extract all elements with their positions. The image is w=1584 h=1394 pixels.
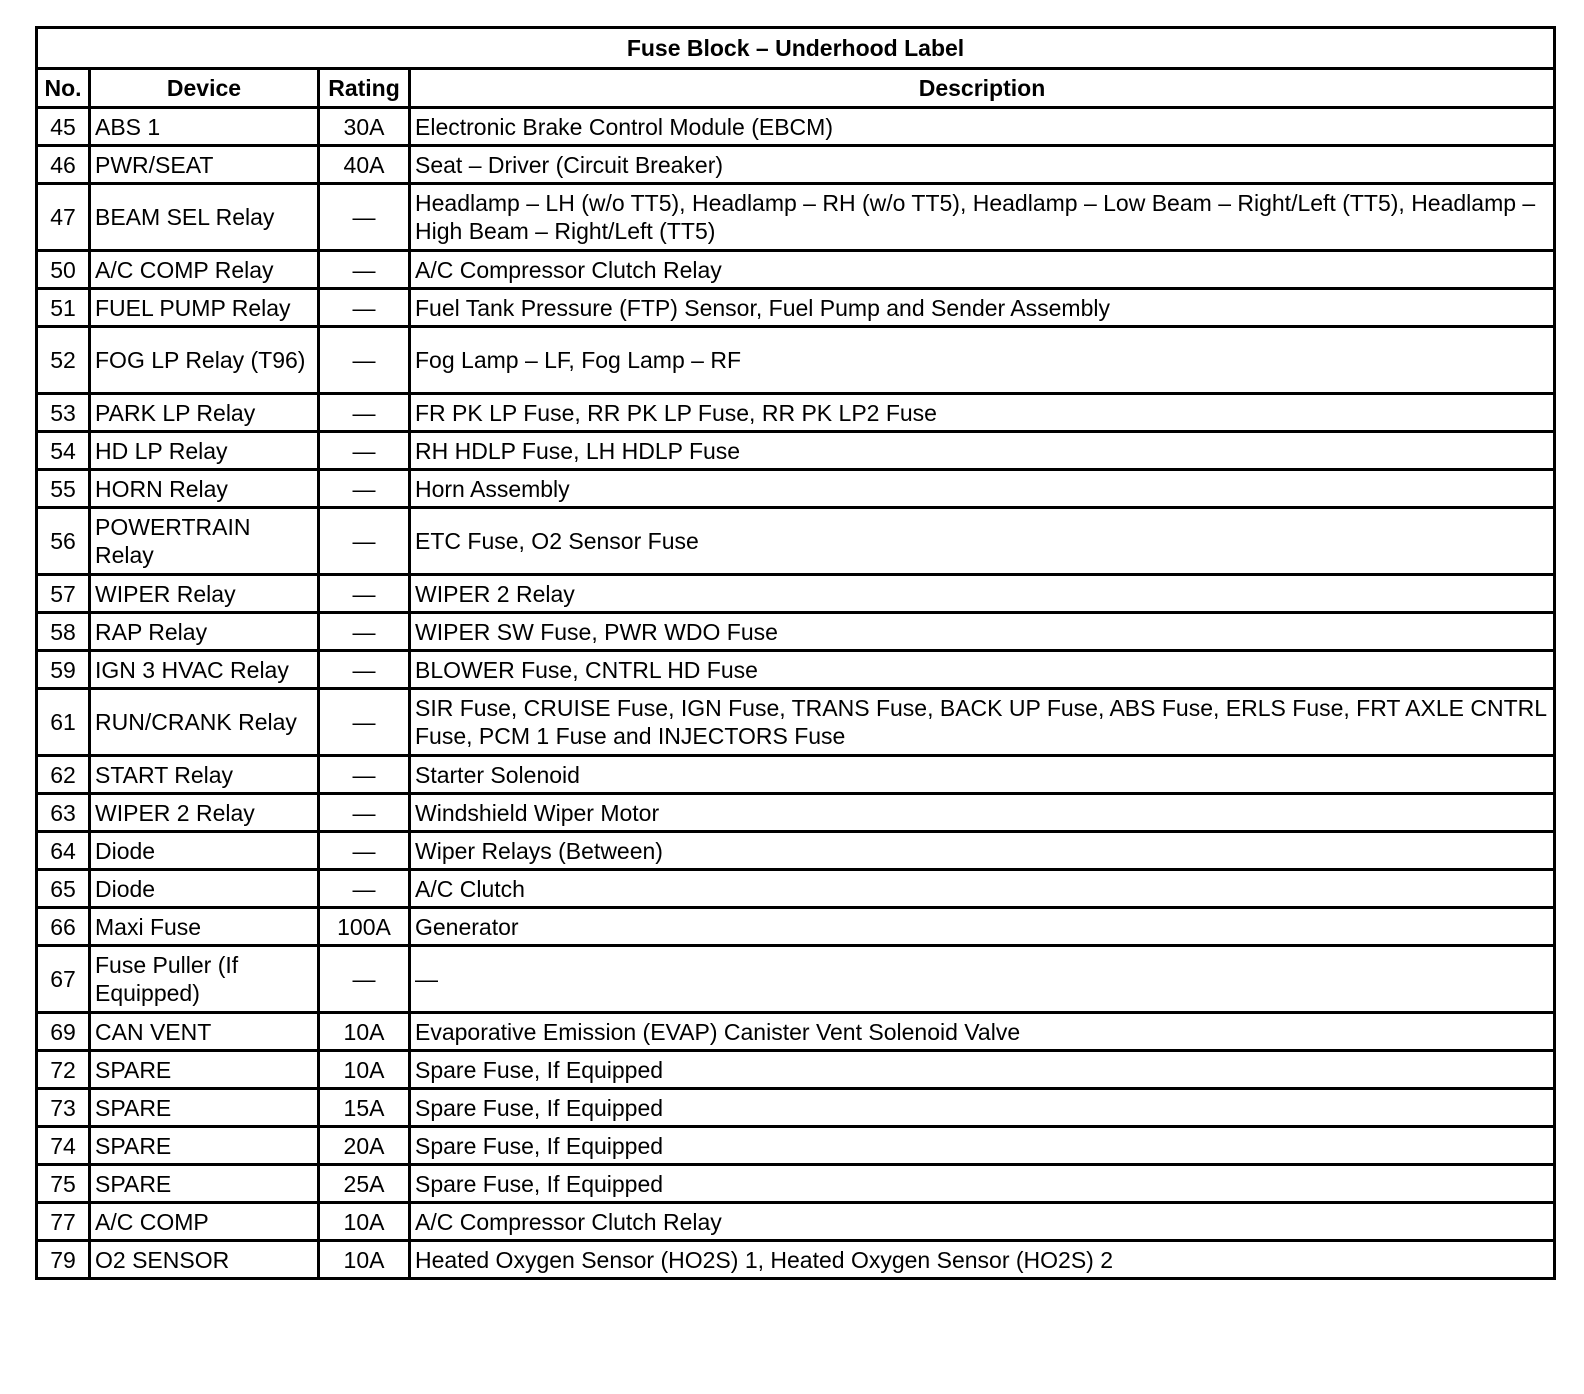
fuse-number-cell: 55	[37, 470, 90, 508]
rating-cell: 10A	[319, 1013, 410, 1051]
fuse-number-cell: 53	[37, 394, 90, 432]
fuse-number-cell: 72	[37, 1051, 90, 1089]
rating-cell: 10A	[319, 1241, 410, 1279]
fuse-number-cell: 52	[37, 327, 90, 394]
fuse-number-cell: 67	[37, 946, 90, 1013]
rating-cell: —	[319, 651, 410, 689]
description-cell: Spare Fuse, If Equipped	[410, 1127, 1555, 1165]
rating-cell: 100A	[319, 908, 410, 946]
fuse-number-cell: 47	[37, 184, 90, 251]
fuse-number-cell: 57	[37, 575, 90, 613]
table-row	[37, 1051, 1555, 1089]
table-row	[37, 470, 1555, 508]
fuse-number-cell: 63	[37, 794, 90, 832]
column-header-rating: Rating	[319, 69, 410, 108]
table-row	[37, 832, 1555, 870]
table-row	[37, 184, 1555, 251]
device-cell: IGN 3 HVAC Relay	[90, 651, 319, 689]
fuse-number-cell: 73	[37, 1089, 90, 1127]
description-cell: Evaporative Emission (EVAP) Canister Vent Solenoid Valve	[410, 1013, 1555, 1051]
rating-cell: —	[319, 613, 410, 651]
description-cell: Windshield Wiper Motor	[410, 794, 1555, 832]
device-cell: FUEL PUMP Relay	[90, 289, 319, 327]
table-row	[37, 613, 1555, 651]
device-cell: O2 SENSOR	[90, 1241, 319, 1279]
description-cell: Fuel Tank Pressure (FTP) Sensor, Fuel Pump and Sender Assembly	[410, 289, 1555, 327]
table-row	[37, 1089, 1555, 1127]
fuse-number-cell: 64	[37, 832, 90, 870]
fuse-number-cell: 79	[37, 1241, 90, 1279]
device-cell: SPARE	[90, 1165, 319, 1203]
rating-cell: —	[319, 327, 410, 394]
description-cell: Generator	[410, 908, 1555, 946]
rating-cell: —	[319, 289, 410, 327]
device-cell: START Relay	[90, 756, 319, 794]
device-cell: A/C COMP Relay	[90, 251, 319, 289]
table-row	[37, 108, 1555, 146]
fuse-block-table	[35, 26, 1556, 1280]
description-cell: A/C Compressor Clutch Relay	[410, 1203, 1555, 1241]
rating-cell: —	[319, 794, 410, 832]
rating-cell: —	[319, 832, 410, 870]
fuse-number-cell: 59	[37, 651, 90, 689]
fuse-number-cell: 62	[37, 756, 90, 794]
table-row	[37, 289, 1555, 327]
fuse-number-cell: 51	[37, 289, 90, 327]
description-cell: Heated Oxygen Sensor (HO2S) 1, Heated Oxygen Sensor (HO2S) 2	[410, 1241, 1555, 1279]
description-cell: Seat – Driver (Circuit Breaker)	[410, 146, 1555, 184]
table-row	[37, 946, 1555, 1013]
fuse-number-cell: 56	[37, 508, 90, 575]
column-header-description: Description	[410, 69, 1555, 108]
rating-cell: 20A	[319, 1127, 410, 1165]
description-cell: Spare Fuse, If Equipped	[410, 1089, 1555, 1127]
table-row	[37, 689, 1555, 756]
description-cell: ETC Fuse, O2 Sensor Fuse	[410, 508, 1555, 575]
description-cell: RH HDLP Fuse, LH HDLP Fuse	[410, 432, 1555, 470]
rating-cell: —	[319, 432, 410, 470]
device-cell: HORN Relay	[90, 470, 319, 508]
table-row	[37, 794, 1555, 832]
table-row	[37, 1203, 1555, 1241]
fuse-number-cell: 65	[37, 870, 90, 908]
device-cell: A/C COMP	[90, 1203, 319, 1241]
rating-cell: —	[319, 394, 410, 432]
column-header-device: Device	[90, 69, 319, 108]
description-cell: Starter Solenoid	[410, 756, 1555, 794]
device-cell: SPARE	[90, 1089, 319, 1127]
table-row	[37, 432, 1555, 470]
description-cell: Headlamp – LH (w/o TT5), Headlamp – RH (w/o TT5), Headlamp – Low Beam – Right/Left (TT5), Headlamp – High Beam – Right/Left (TT5)	[410, 184, 1555, 251]
device-cell: Fuse Puller (If Equipped)	[90, 946, 319, 1013]
device-cell: HD LP Relay	[90, 432, 319, 470]
rating-cell: —	[319, 575, 410, 613]
table-row	[37, 251, 1555, 289]
table-row	[37, 870, 1555, 908]
description-cell: A/C Compressor Clutch Relay	[410, 251, 1555, 289]
rating-cell: —	[319, 251, 410, 289]
description-cell: Electronic Brake Control Module (EBCM)	[410, 108, 1555, 146]
column-header-no: No.	[37, 69, 90, 108]
device-cell: POWERTRAIN Relay	[90, 508, 319, 575]
fuse-number-cell: 46	[37, 146, 90, 184]
fuse-number-cell: 77	[37, 1203, 90, 1241]
device-cell: WIPER 2 Relay	[90, 794, 319, 832]
table-row	[37, 1127, 1555, 1165]
fuse-number-cell: 74	[37, 1127, 90, 1165]
fuse-number-cell: 58	[37, 613, 90, 651]
rating-cell: —	[319, 689, 410, 756]
description-cell: Spare Fuse, If Equipped	[410, 1051, 1555, 1089]
table-row	[37, 575, 1555, 613]
description-cell: WIPER SW Fuse, PWR WDO Fuse	[410, 613, 1555, 651]
description-cell: SIR Fuse, CRUISE Fuse, IGN Fuse, TRANS Fuse, BACK UP Fuse, ABS Fuse, ERLS Fuse, FRT AXLE CNTRL Fuse, PCM 1 Fuse and INJECTORS Fuse	[410, 689, 1555, 756]
device-cell: ABS 1	[90, 108, 319, 146]
rating-cell: —	[319, 470, 410, 508]
description-cell: A/C Clutch	[410, 870, 1555, 908]
device-cell: PWR/SEAT	[90, 146, 319, 184]
rating-cell: 30A	[319, 108, 410, 146]
rating-cell: —	[319, 508, 410, 575]
table-title: Fuse Block – Underhood Label	[37, 28, 1555, 69]
device-cell: Diode	[90, 870, 319, 908]
device-cell: WIPER Relay	[90, 575, 319, 613]
description-cell: Wiper Relays (Between)	[410, 832, 1555, 870]
description-cell: —	[410, 946, 1555, 1013]
device-cell: BEAM SEL Relay	[90, 184, 319, 251]
description-cell: Fog Lamp – LF, Fog Lamp – RF	[410, 327, 1555, 394]
device-cell: FOG LP Relay (T96)	[90, 327, 319, 394]
table-row	[37, 508, 1555, 575]
rating-cell: 10A	[319, 1051, 410, 1089]
rating-cell: —	[319, 184, 410, 251]
device-cell: PARK LP Relay	[90, 394, 319, 432]
rating-cell: —	[319, 756, 410, 794]
fuse-number-cell: 61	[37, 689, 90, 756]
device-cell: SPARE	[90, 1051, 319, 1089]
table-row	[37, 651, 1555, 689]
rating-cell: 25A	[319, 1165, 410, 1203]
table-row	[37, 756, 1555, 794]
device-cell: RAP Relay	[90, 613, 319, 651]
rating-cell: —	[319, 946, 410, 1013]
device-cell: SPARE	[90, 1127, 319, 1165]
device-cell: Diode	[90, 832, 319, 870]
table-row	[37, 146, 1555, 184]
table-row	[37, 394, 1555, 432]
fuse-number-cell: 66	[37, 908, 90, 946]
table-row	[37, 1013, 1555, 1051]
fuse-number-cell: 69	[37, 1013, 90, 1051]
rating-cell: 10A	[319, 1203, 410, 1241]
description-cell: BLOWER Fuse, CNTRL HD Fuse	[410, 651, 1555, 689]
rating-cell: 15A	[319, 1089, 410, 1127]
device-cell: CAN VENT	[90, 1013, 319, 1051]
table-row	[37, 1165, 1555, 1203]
description-cell: Spare Fuse, If Equipped	[410, 1165, 1555, 1203]
table-row	[37, 327, 1555, 394]
rating-cell: —	[319, 870, 410, 908]
rating-cell: 40A	[319, 146, 410, 184]
device-cell: Maxi Fuse	[90, 908, 319, 946]
table-body	[37, 108, 1555, 1279]
device-cell: RUN/CRANK Relay	[90, 689, 319, 756]
fuse-number-cell: 50	[37, 251, 90, 289]
description-cell: Horn Assembly	[410, 470, 1555, 508]
table-row	[37, 908, 1555, 946]
description-cell: WIPER 2 Relay	[410, 575, 1555, 613]
description-cell: FR PK LP Fuse, RR PK LP Fuse, RR PK LP2 Fuse	[410, 394, 1555, 432]
fuse-number-cell: 54	[37, 432, 90, 470]
fuse-table-container	[35, 26, 1553, 1280]
fuse-number-cell: 75	[37, 1165, 90, 1203]
fuse-number-cell: 45	[37, 108, 90, 146]
table-row	[37, 1241, 1555, 1279]
